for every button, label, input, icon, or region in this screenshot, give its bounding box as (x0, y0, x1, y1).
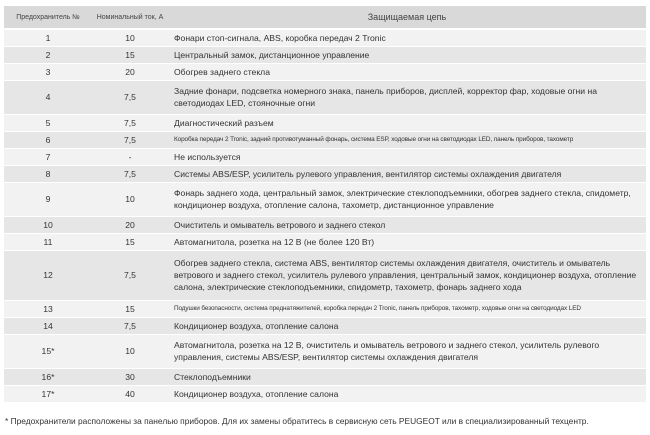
rated-current-cell: 15 (92, 300, 168, 317)
rated-current-cell: 20 (92, 216, 168, 233)
fuse-number-cell: 4 (4, 80, 92, 114)
rated-current-cell: 7,5 (92, 317, 168, 334)
fuse-number-cell: 13 (4, 300, 92, 317)
rated-current-cell: 7,5 (92, 80, 168, 114)
protected-circuit-cell: Системы ABS/ESP, усилитель рулевого управления, вентилятор системы охлаждения двигателя (168, 165, 646, 182)
protected-circuit-cell: Стеклоподъемники (168, 368, 646, 385)
rated-current-cell: 15 (92, 233, 168, 250)
table-header-row (4, 6, 646, 29)
table-row (4, 182, 646, 216)
table-row (4, 216, 646, 233)
table-row (4, 46, 646, 63)
table-row (4, 131, 646, 148)
table-row (4, 148, 646, 165)
fuse-number-cell: 9 (4, 182, 92, 216)
fuse-number-cell: 7 (4, 148, 92, 165)
protected-circuit-cell: Фонарь заднего хода, центральный замок, электрические стеклоподъемники, обогрев заднего стекла, спидометр, кондиционер воздуха, отопление салона, тахометр, дистанционное управление (168, 182, 646, 216)
rated-current-cell: 20 (92, 63, 168, 80)
protected-circuit-cell: Коробка передач 2 Tronic, задний противотуманный фонарь, система ESP, ходовые огни на светодиодах LED, панель приборов, тахометр (168, 131, 646, 148)
rated-current-cell: 15 (92, 46, 168, 63)
protected-circuit-cell: Автомагнитола, розетка на 12 В, очиститель и омыватель ветрового и заднего стекол, усилитель рулевого управления, системы ABS/ESP, вентилятор системы охлаждения двигателя (168, 334, 646, 368)
footnote: * Предохранители расположены за панелью приборов. Для их замены обратитесь в сервисную сеть PEUGEOT или в специализированный техцентр. (5, 416, 589, 426)
fuse-number-cell: 15* (4, 334, 92, 368)
protected-circuit-cell: Задние фонари, подсветка номерного знака, панель приборов, дисплей, корректор фар, ходовые огни на светодиодах LED, стояночные огни (168, 80, 646, 114)
rated-current-cell: 7,5 (92, 114, 168, 131)
rated-current-cell: 7,5 (92, 165, 168, 182)
fuse-number-cell: 5 (4, 114, 92, 131)
rated-current-cell: 30 (92, 368, 168, 385)
table-row (4, 165, 646, 182)
table-row (4, 300, 646, 317)
header-rated-current: Номинальный ток, А (92, 6, 168, 29)
fuse-number-cell: 16* (4, 368, 92, 385)
rated-current-cell: 7,5 (92, 131, 168, 148)
rated-current-cell: 10 (92, 29, 168, 46)
protected-circuit-cell: Фонари стоп-сигнала, ABS, коробка передач 2 Tronic (168, 29, 646, 46)
protected-circuit-cell: Центральный замок, дистанционное управление (168, 46, 646, 63)
protected-circuit-cell: Кондиционер воздуха, отопление салона (168, 317, 646, 334)
table-row (4, 29, 646, 46)
fuse-number-cell: 11 (4, 233, 92, 250)
fuse-number-cell: 14 (4, 317, 92, 334)
rated-current-cell: 10 (92, 334, 168, 368)
table-row (4, 385, 646, 402)
protected-circuit-cell: Автомагнитола, розетка на 12 В (не более 120 Вт) (168, 233, 646, 250)
fuse-number-cell: 2 (4, 46, 92, 63)
fuse-table (4, 6, 646, 403)
fuse-number-cell: 8 (4, 165, 92, 182)
rated-current-cell: 10 (92, 182, 168, 216)
fuse-number-cell: 6 (4, 131, 92, 148)
table-row (4, 114, 646, 131)
table-row (4, 317, 646, 334)
header-fuse-number: Предохранитель № (4, 6, 92, 29)
protected-circuit-cell: Очиститель и омыватель ветрового и заднего стекол (168, 216, 646, 233)
header-protected-circuit: Защищаемая цепь (168, 6, 646, 29)
table-row (4, 63, 646, 80)
protected-circuit-cell: Диагностический разъем (168, 114, 646, 131)
fuse-number-cell: 17* (4, 385, 92, 402)
rated-current-cell: 40 (92, 385, 168, 402)
table-row (4, 250, 646, 300)
fuse-number-cell: 3 (4, 63, 92, 80)
protected-circuit-cell: Не используется (168, 148, 646, 165)
fuse-number-cell: 12 (4, 250, 92, 300)
protected-circuit-cell: Подушки безопасности, система преднатяжителей, коробка передач 2 Tronic, панель приборов, тахометр, ходовые огни на светодиодах LED (168, 300, 646, 317)
fuse-number-cell: 10 (4, 216, 92, 233)
table-row (4, 80, 646, 114)
fuse-number-cell: 1 (4, 29, 92, 46)
rated-current-cell: 7,5 (92, 250, 168, 300)
table-row (4, 334, 646, 368)
protected-circuit-cell: Обогрев заднего стекла, система ABS, вентилятор системы охлаждения двигателя, очиститель и омыватель ветрового и заднего стекол, усилитель рулевого управления, центральный замок, кондиционер воздуха, отопление салона, электрические стеклоподъемники, спидометр, тахометр, фонарь заднего хода (168, 250, 646, 300)
table-row (4, 233, 646, 250)
protected-circuit-cell: Кондиционер воздуха, отопление салона (168, 385, 646, 402)
rated-current-cell: - (92, 148, 168, 165)
fuse-table-body (4, 29, 646, 402)
table-row (4, 368, 646, 385)
protected-circuit-cell: Обогрев заднего стекла (168, 63, 646, 80)
